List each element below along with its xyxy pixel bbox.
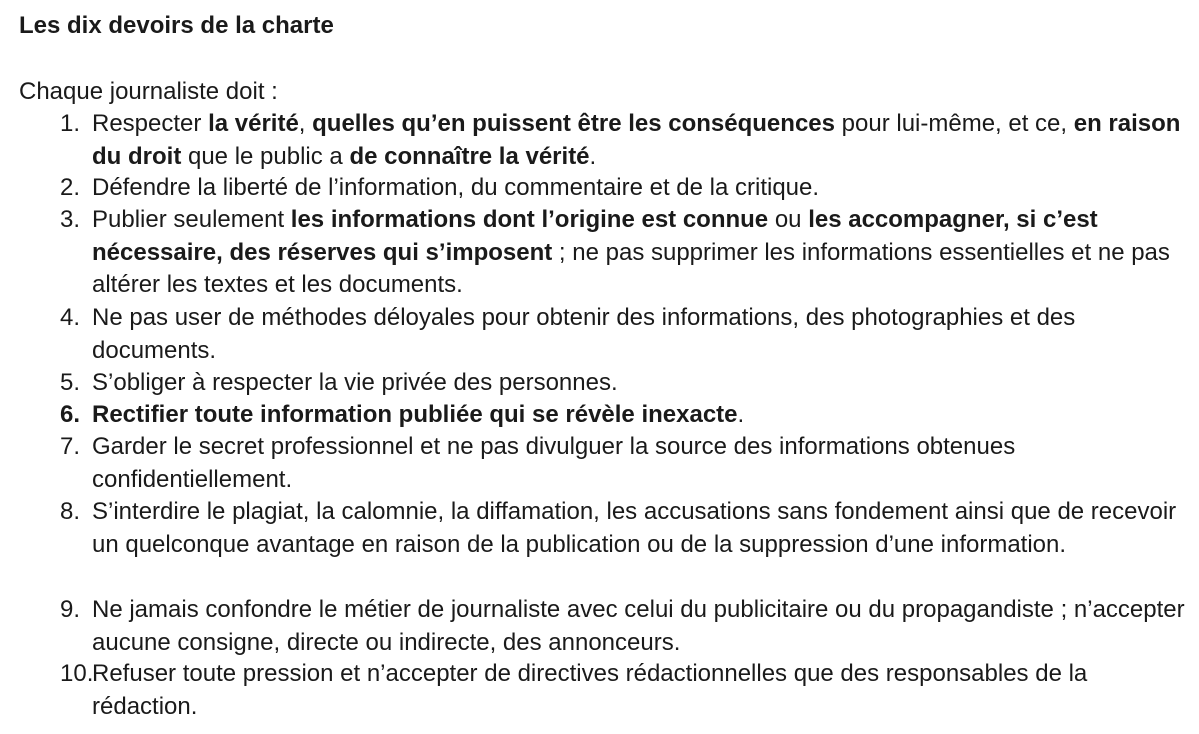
list-item: [0, 431, 1199, 496]
text-segment: Refuser toute pression et n’accepter de directives rédactionnelles que des responsables de la rédaction.: [92, 660, 1088, 720]
text-segment: pour lui-même, et ce,: [834, 110, 1074, 137]
list-item: [0, 108, 1199, 173]
text-segment: .: [737, 401, 745, 428]
list-item-number: 10.: [60, 660, 94, 687]
text-segment: Garder le secret professionnel et ne pas divulguer la source des informations obtenues confidentiellement.: [92, 433, 1016, 493]
emphasized-text: les accompagner, si c’est nécessaire, des réserves qui s’imposent: [92, 206, 1098, 266]
list-item-number: 5.: [60, 369, 81, 396]
list-item-number: 8.: [60, 498, 81, 525]
list-item: [0, 204, 1199, 302]
list-item-number: 2.: [60, 174, 81, 201]
text-segment: S’interdire le plagiat, la calomnie, la diffamation, les accusations sans fondement ainsi que de recevoir un quelconque avantage en raison de la publication ou de la suppression d’une information.: [92, 498, 1177, 558]
emphasized-text: les informations dont l’origine est connue: [290, 206, 769, 233]
list-item-number: 3.: [60, 206, 81, 233]
list-item-number: 7.: [60, 433, 81, 460]
list-item-text: [92, 172, 1192, 205]
text-segment: ; ne pas supprimer les informations essentielles et ne pas altérer les textes et les documents.: [92, 238, 1170, 298]
list-item-number: 6.: [60, 401, 81, 428]
list-item-text: [92, 399, 1192, 432]
text-segment: S’obliger à respecter la vie privée des personnes.: [92, 369, 618, 396]
emphasized-text: de connaître la vérité: [349, 142, 590, 170]
list-item-number: 1.: [60, 110, 81, 137]
list-item: [0, 496, 1199, 561]
emphasized-text: Rectifier toute information publiée qui se révèle inexacte: [92, 401, 738, 428]
text-segment: Publier seulement: [92, 206, 291, 233]
page-title: Les dix devoirs de la charte: [19, 12, 334, 39]
list-item-text: [92, 496, 1192, 561]
text-segment: Ne jamais confondre le métier de journaliste avec celui du publicitaire ou du propagandiste ; n’accepter aucune consigne, directe ou indirecte, des annonceurs.: [92, 596, 1185, 656]
list-item-number: 9.: [60, 596, 81, 623]
list-item-text: [92, 302, 1192, 367]
list-item: [0, 399, 1199, 432]
text-segment: Ne pas user de méthodes déloyales pour obtenir des informations, des photographies et des documents.: [92, 304, 1076, 364]
emphasized-text: quelles qu’en puissent être les conséquences: [312, 110, 835, 137]
emphasized-text: la vérité: [208, 110, 299, 137]
list-item-number: 4.: [60, 304, 81, 331]
list-item: [0, 594, 1199, 659]
list-item: [0, 367, 1199, 400]
list-item: [0, 172, 1199, 205]
text-segment: .: [589, 142, 597, 170]
list-item-text: [92, 204, 1192, 302]
text-segment: Respecter: [92, 110, 209, 137]
text-segment: que le public a: [181, 142, 350, 170]
list-item: [0, 302, 1199, 367]
emphasized-text: en raison du droit: [92, 110, 1181, 170]
text-segment: ou: [768, 206, 809, 233]
list-item-text: [92, 658, 1192, 723]
text-segment: Défendre la liberté de l’information, du commentaire et de la critique.: [92, 174, 820, 201]
intro-text: Chaque journaliste doit :: [19, 78, 278, 105]
list-item-text: [92, 108, 1192, 173]
list-item-text: [92, 594, 1192, 659]
list-item-text: [92, 431, 1192, 496]
list-item: [0, 658, 1199, 723]
text-segment: ,: [298, 110, 313, 137]
list-item-text: [92, 367, 1192, 400]
